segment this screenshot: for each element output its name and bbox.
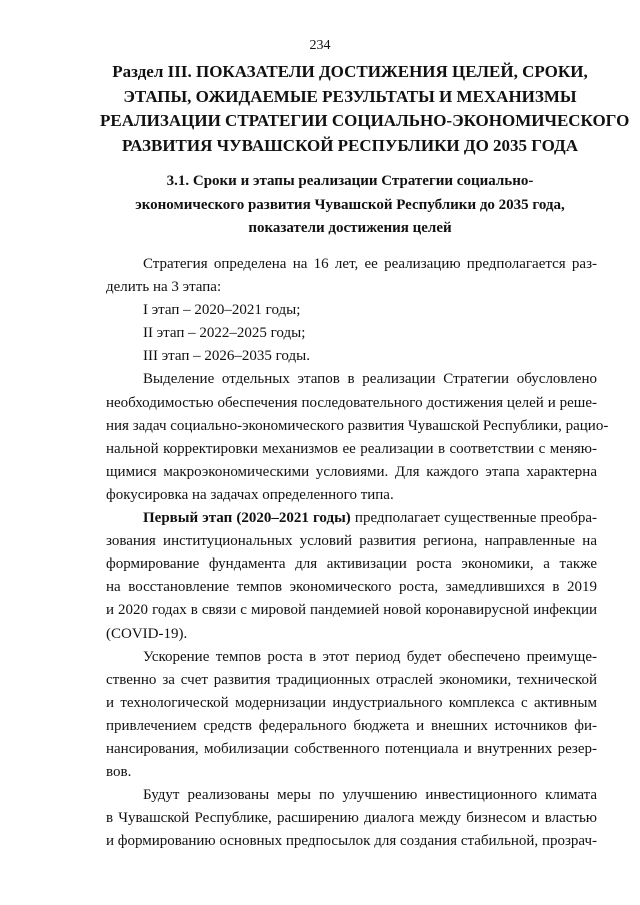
text-line: щимися макроэкономическими условиями. Для каждого этапа характерна: [106, 463, 597, 480]
paragraph-stages: [106, 368, 609, 507]
text-line: и 2020 годах в связи с мировой пандемией новой коронавирусной инфекции: [106, 602, 597, 619]
subsection-title-line: 3.1. Сроки и этапы реализации Стратегии социально-: [166, 173, 534, 189]
text-line: нансирования, мобилизации собственного потенциала и внутренних резер-: [106, 740, 597, 757]
text-line: фокусировка на задачах определенного типа.: [106, 486, 394, 503]
text-line: Выделение отдельных этапов в реализации Стратегии обусловлено: [143, 371, 597, 388]
text-line: зования институциональных условий развития региона, направленные на: [106, 533, 597, 550]
page-number: 234: [309, 38, 331, 53]
stage-item: I этап – 2020–2021 годы;: [143, 302, 301, 319]
subsection-title-line: показатели достижения целей: [248, 220, 452, 236]
section-title-line: Раздел III. ПОКАЗАТЕЛИ ДОСТИЖЕНИЯ ЦЕЛЕЙ, СРОКИ,: [112, 62, 588, 81]
section-title-line: РЕАЛИЗАЦИИ СТРАТЕГИИ СОЦИАЛЬНО-ЭКОНОМИЧЕСКОГО: [100, 111, 630, 130]
text-line: необходимостью обеспечения последовательного достижения целей и реше-: [106, 394, 597, 411]
stages-list: [106, 299, 597, 368]
paragraph-acceleration: [106, 646, 597, 785]
text-line: ния задач социально-экономического развития Чувашской Республики, рацио-: [106, 417, 609, 434]
text-line: Будут реализованы меры по улучшению инвестиционного климата: [143, 787, 597, 804]
text-line: [106, 507, 597, 530]
text-line: и формированию основных предпосылок для создания стабильной, прозрач-: [106, 833, 597, 850]
section-title: [100, 60, 630, 158]
subsection-title-line: экономического развития Чувашской Республики до 2035 года,: [135, 196, 565, 213]
text-line: на восстановление темпов экономического роста, замедлившихся в 2019: [106, 579, 597, 596]
first-stage-heading: Первый этап (2020–2021 годы): [143, 510, 351, 527]
text-line: и технологической модернизации индустриального комплекса с активным: [106, 694, 597, 711]
text-line: Ускорение темпов роста в этот период будет обеспечено преимуще-: [143, 648, 597, 665]
text-line: (COVID-19).: [106, 625, 188, 642]
paragraph-intro: [106, 253, 597, 299]
body-text: [106, 253, 609, 853]
text-line: делить на 3 этапа:: [106, 279, 222, 296]
stage-item: III этап – 2026–2035 годы.: [143, 348, 310, 365]
section-title-line: РАЗВИТИЯ ЧУВАШСКОЙ РЕСПУБЛИКИ ДО 2035 ГОДА: [121, 135, 579, 155]
stage-item: II этап – 2022–2025 годы;: [143, 325, 306, 342]
text-line: вов.: [106, 764, 132, 781]
text-line: Стратегия определена на 16 лет, ее реализацию предполагается раз-: [143, 256, 597, 272]
section-title-line: ЭТАПЫ, ОЖИДАЕМЫЕ РЕЗУЛЬТАТЫ И МЕХАНИЗМЫ: [123, 86, 577, 106]
text-line: привлечением средств федерального бюджета и внешних источников фи-: [106, 717, 597, 734]
text-line: формирование фундамента для активизации роста экономики, а также: [106, 556, 597, 573]
first-stage-text: предполагает существенные преобра-: [350, 510, 597, 527]
paragraph-first-stage: [106, 507, 597, 646]
text-line: нальной корректировки механизмов ее реализации в соответствии с меняю-: [106, 440, 597, 457]
text-line: в Чувашской Республике, расширению диалога между бизнесом и властью: [106, 810, 597, 827]
paragraph-investment: [106, 784, 597, 853]
subsection-title: [110, 170, 590, 241]
text-line: ственно за счет развития традиционных отраслей экономики, технической: [106, 671, 597, 688]
